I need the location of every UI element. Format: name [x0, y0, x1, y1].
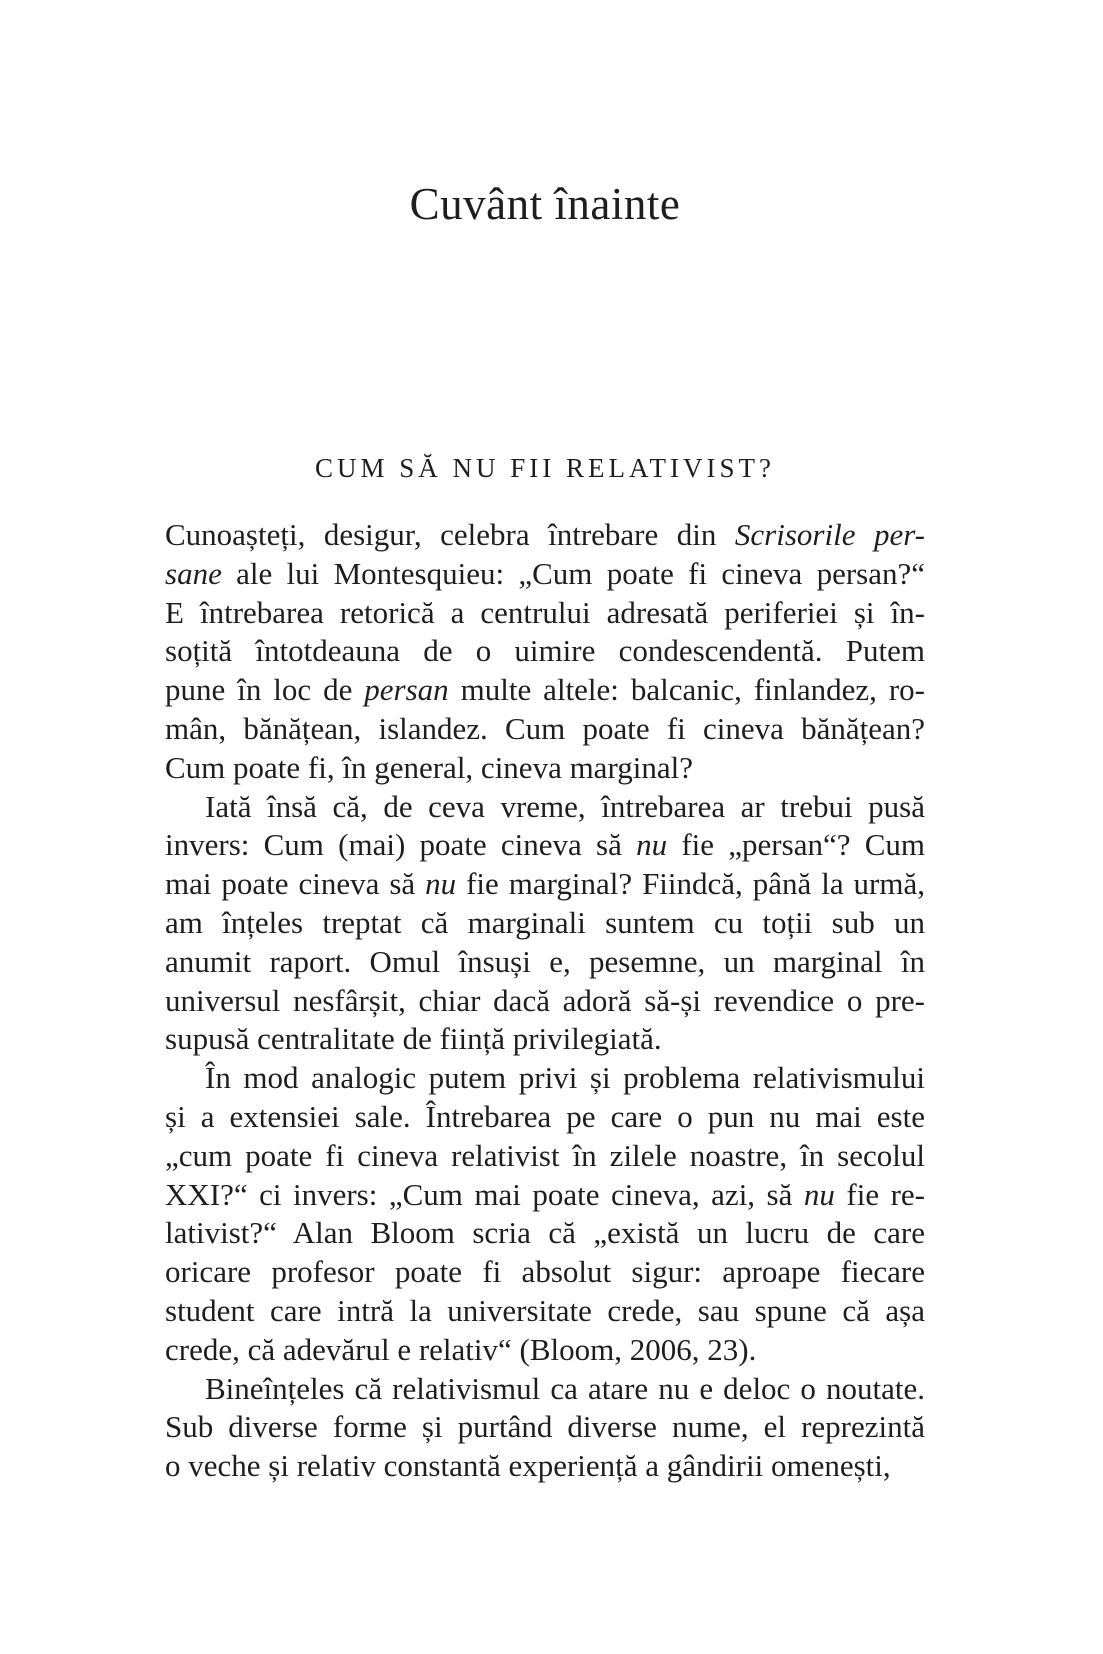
text-line: crede, că adevărul e relativ“ (Bloom, 2006, 23). [165, 1331, 757, 1367]
text-line: soțită întotdeauna de o uimire condescendentă. Putem [165, 633, 925, 669]
text-line: oricare profesor poate fi absolut sigur: aproape fiecare [165, 1254, 925, 1290]
text-line: mân, bănățean, islandez. Cum poate fi cineva bănățean? [165, 710, 925, 746]
text-line: și a extensiei sale. Întrebarea pe care o pun nu mai este [165, 1098, 925, 1134]
text-line: sane ale lui Montesquieu: „Cum poate fi cineva persan?“ [165, 555, 925, 591]
text-line: mai poate cineva să nu fie marginal? Fiindcă, până la urmă, [165, 866, 925, 902]
text-line: supusă centralitate de ființă privilegiată. [165, 1021, 662, 1057]
paragraph [165, 516, 925, 788]
text-line: am înțeles treptat că marginali suntem cu toții sub un [165, 904, 925, 940]
section-heading: CUM SĂ NU FII RELATIVIST? [315, 453, 775, 483]
paragraph [165, 788, 925, 1060]
text-line: „cum poate fi cineva relativist în zilele noastre, în secolul [165, 1137, 925, 1173]
text-line: Cunoașteți, desigur, celebra întrebare din Scrisorile per- [165, 517, 925, 552]
text-line: student care intră la universitate crede, sau spune că așa [165, 1292, 925, 1328]
text-line: Iată însă că, de ceva vreme, întrebarea ar trebui pusă [205, 788, 925, 824]
text-line: Bineînțeles că relativismul ca atare nu e deloc o noutate. [205, 1370, 925, 1406]
text-line: lativist?“ Alan Bloom scria că „există un lucru de care [165, 1215, 925, 1251]
text-line: invers: Cum (mai) poate cineva să nu fie „persan“? Cum [165, 827, 925, 863]
text-line: o veche și relativ constantă experiență a gândirii omenești, [165, 1448, 891, 1484]
paragraph [165, 1370, 925, 1486]
text-line: XXI?“ ci invers: „Cum mai poate cineva, azi, să nu fie re- [165, 1176, 925, 1212]
text-line: anumit raport. Omul însuși e, pesemne, un marginal în [165, 943, 925, 979]
text-line: În mod analogic putem privi și problema relativismului [205, 1060, 925, 1096]
text-line: pune în loc de persan multe altele: balcanic, finlandez, ro- [165, 672, 925, 708]
text-line: universul nesfârșit, chiar dacă adoră să-și revendice o pre- [165, 982, 925, 1018]
page-title: Cuvânt înainte [409, 179, 681, 229]
text-line: E întrebarea retorică a centrului adresată periferiei și în- [165, 594, 925, 630]
text-line: Sub diverse forme și purtând diverse nume, el reprezintă [165, 1409, 925, 1445]
text-line: Cum poate fi, în general, cineva marginal? [165, 749, 693, 785]
paragraph [165, 1059, 925, 1369]
body-text [165, 516, 925, 1486]
